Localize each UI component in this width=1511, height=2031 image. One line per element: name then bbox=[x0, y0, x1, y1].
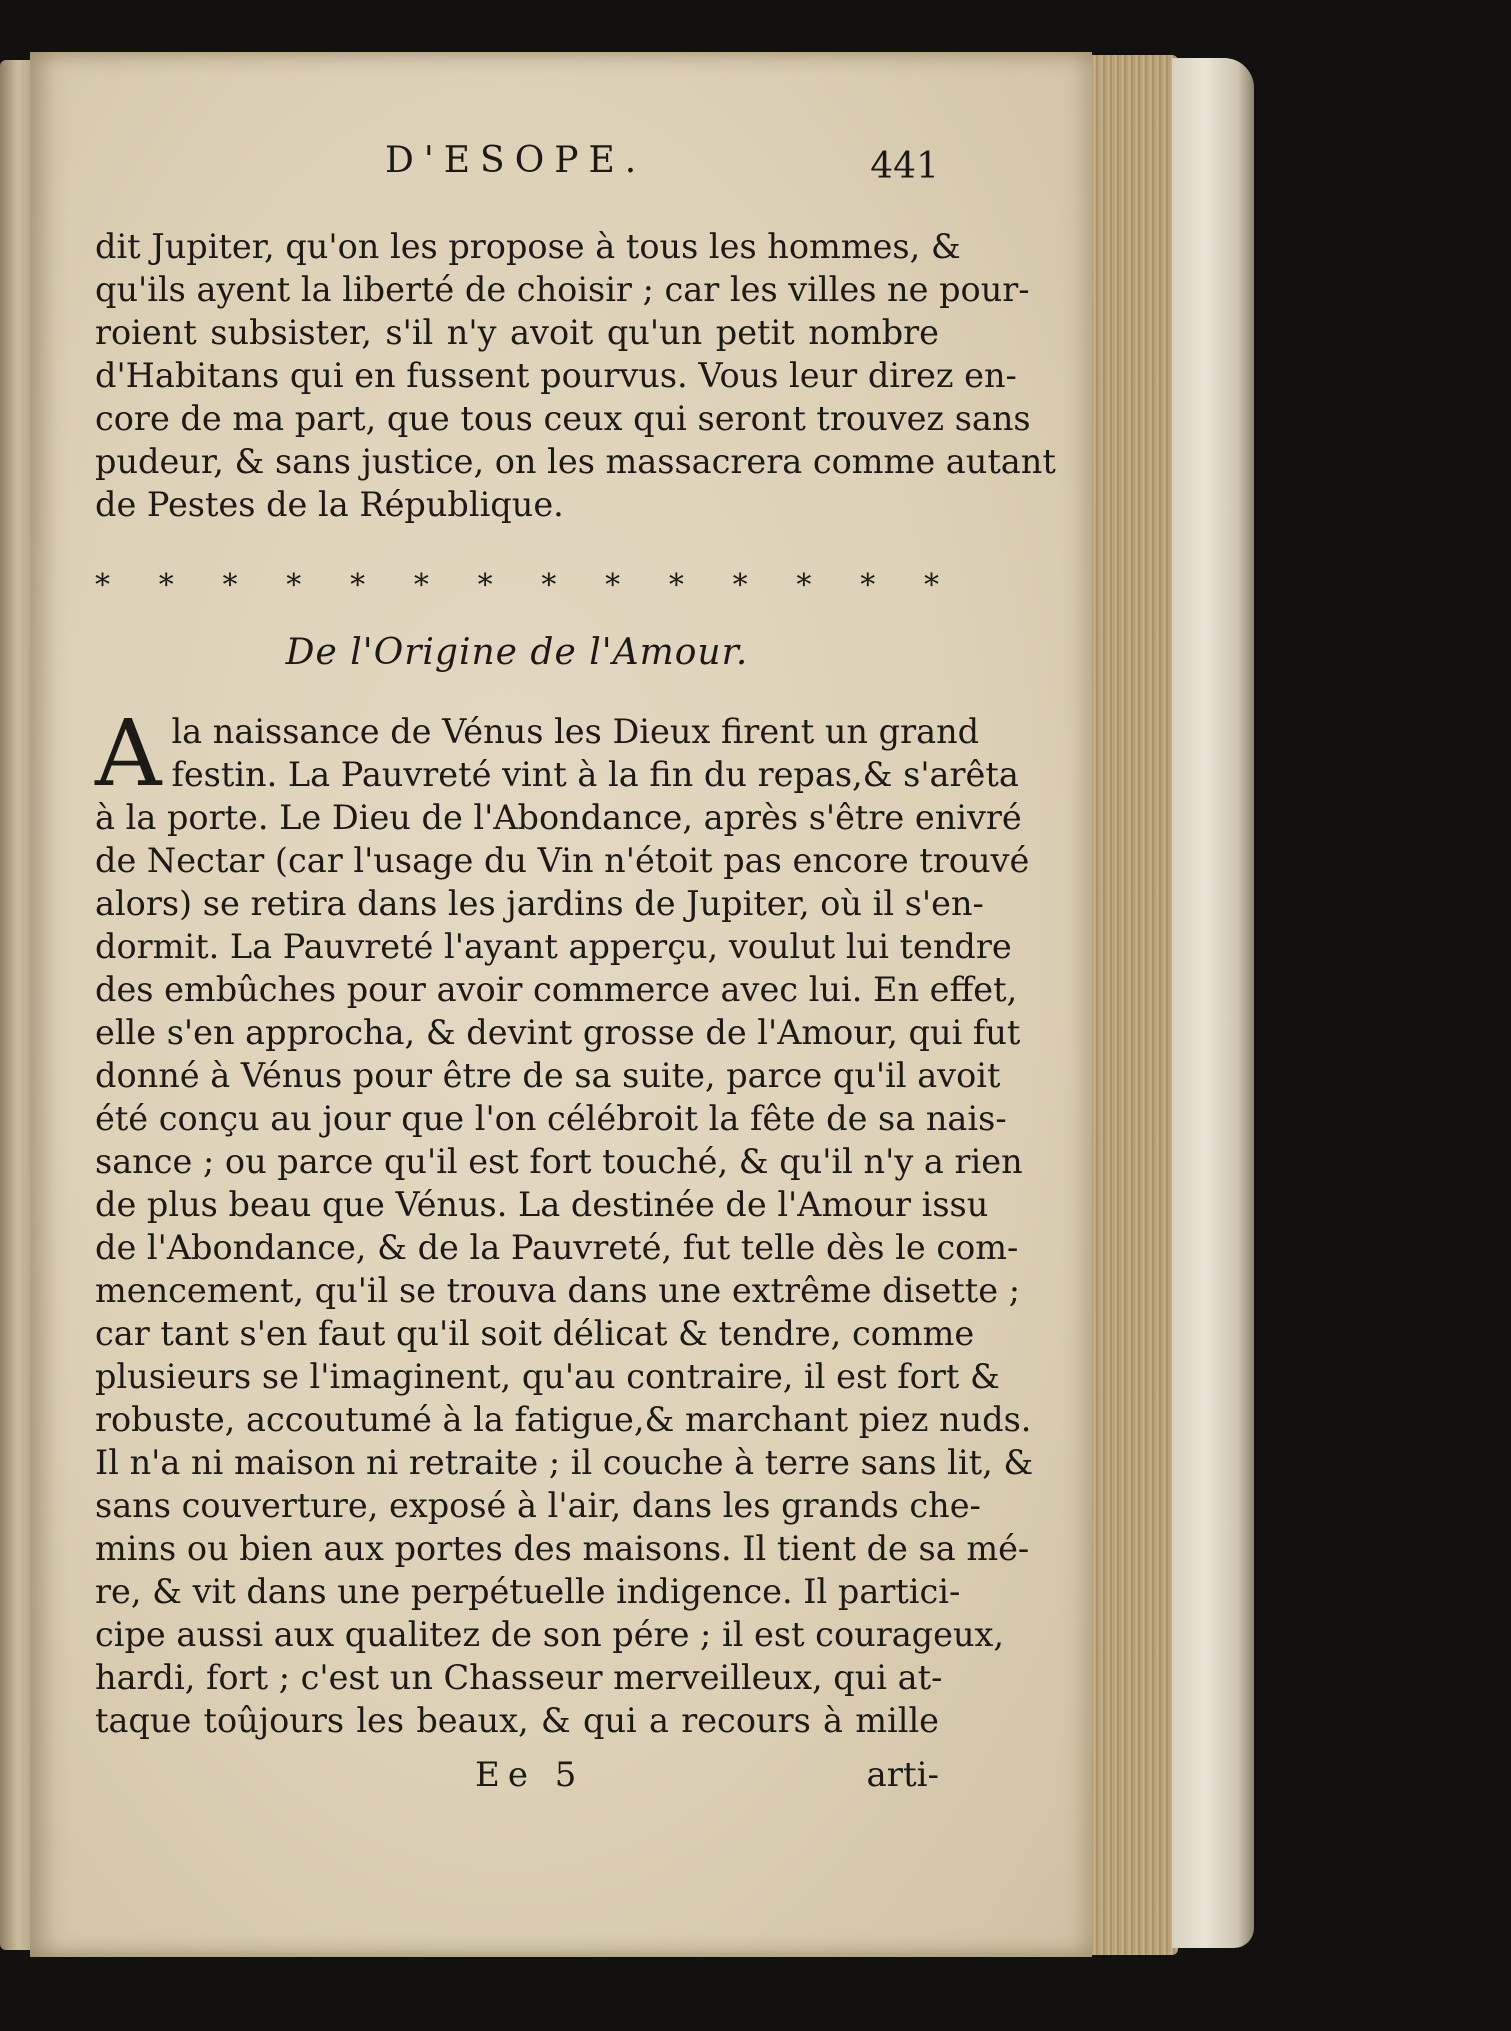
star-separator bbox=[95, 568, 939, 603]
running-title: D'ESOPE. bbox=[385, 140, 647, 181]
page-edges bbox=[1092, 55, 1178, 1955]
star-ornament: * bbox=[477, 568, 493, 603]
text-line: de plus beau que Vénus. La destinée de l'Amour issu bbox=[95, 1185, 989, 1224]
text-line: de Nectar (car l'usage du Vin n'étoit pas encore trouvé bbox=[95, 841, 1030, 880]
text-line: dormit. La Pauvreté l'ayant apperçu, voulut lui tendre bbox=[95, 927, 1012, 966]
star-ornament: * bbox=[860, 568, 876, 603]
vellum-cover bbox=[1172, 58, 1254, 1948]
text-line: robuste, accoutumé à la fatigue,& marchant piez nuds. bbox=[95, 1400, 1032, 1439]
text-line: mencement, qu'il se trouva dans une extrême disette ; bbox=[95, 1271, 1020, 1310]
text-line: à la porte. Le Dieu de l'Abondance, après s'être enivré bbox=[95, 798, 1022, 837]
star-ornament: * bbox=[923, 568, 939, 603]
text-line: sance ; ou parce qu'il est fort touché, & qu'il n'y a rien bbox=[95, 1142, 1023, 1181]
star-ornament: * bbox=[158, 568, 174, 603]
star-ornament: * bbox=[286, 568, 302, 603]
text-line: pudeur, & sans justice, on les massacrera comme autant bbox=[95, 442, 1056, 481]
star-ornament: * bbox=[95, 568, 110, 603]
star-ornament: * bbox=[732, 568, 748, 603]
catchword: arti- bbox=[866, 1755, 939, 1795]
text-line: alors) se retira dans les jardins de Jupiter, où il s'en- bbox=[95, 884, 984, 923]
text-line: sans couverture, exposé à l'air, dans les grands che- bbox=[95, 1486, 981, 1525]
text-line: elle s'en approcha, & devint grosse de l'Amour, qui fut bbox=[95, 1013, 1021, 1052]
text-line: d'Habitans qui en fussent pourvus. Vous leur direz en- bbox=[95, 356, 1017, 395]
text-line: core de ma part, que tous ceux qui seront trouvez sans bbox=[95, 399, 1031, 438]
page-number: 441 bbox=[870, 146, 939, 187]
text-line: des embûches pour avoir commerce avec lui. En effet, bbox=[95, 970, 1018, 1009]
paragraph-1 bbox=[95, 225, 1056, 526]
star-ornament: * bbox=[222, 568, 238, 603]
text-line: car tant s'en faut qu'il soit délicat & tendre, comme bbox=[95, 1314, 975, 1353]
text-line: taque toûjours les beaux, & qui a recours à mille bbox=[95, 1701, 939, 1740]
text-line: festin. La Pauvreté vint à la fin du repas,& s'arêta bbox=[171, 755, 1019, 794]
star-ornament: * bbox=[350, 568, 366, 603]
star-ornament: * bbox=[605, 568, 621, 603]
star-ornament: * bbox=[668, 568, 684, 603]
paragraph-2 bbox=[95, 700, 1034, 1742]
star-ornament: * bbox=[541, 568, 557, 603]
text-line: la naissance de Vénus les Dieux firent un grand bbox=[171, 712, 980, 751]
star-ornament: * bbox=[796, 568, 812, 603]
star-ornament: * bbox=[413, 568, 429, 603]
text-line: été conçu au jour que l'on célébroit la fête de sa nais- bbox=[95, 1099, 1007, 1138]
text-line: hardi, fort ; c'est un Chasseur merveilleux, qui at- bbox=[95, 1658, 943, 1697]
text-line: mins ou bien aux portes des maisons. Il tient de sa mé- bbox=[95, 1529, 1030, 1568]
running-head bbox=[95, 140, 939, 190]
text-line: de l'Abondance, & de la Pauvreté, fut telle dès le com- bbox=[95, 1228, 1019, 1267]
previous-page-edge bbox=[0, 60, 30, 1950]
page-footer bbox=[95, 1755, 939, 1800]
text-line: donné à Vénus pour être de sa suite, parce qu'il avoit bbox=[95, 1056, 1001, 1095]
text-line: qu'ils ayent la liberté de choisir ; car les villes ne pour- bbox=[95, 270, 1030, 309]
text-line: cipe aussi aux qualitez de son pére ; il est courageux, bbox=[95, 1615, 1005, 1654]
text-line: plusieurs se l'imaginent, qu'au contraire, il est fort & bbox=[95, 1357, 1000, 1396]
section-heading: De l'Origine de l'Amour. bbox=[285, 632, 749, 673]
drop-cap: A bbox=[95, 700, 162, 807]
text-line: de Pestes de la République. bbox=[95, 485, 564, 524]
text-line: roient subsister, s'il n'y avoit qu'un petit nombre bbox=[95, 313, 939, 352]
signature-mark: Ee 5 bbox=[475, 1755, 585, 1795]
text-line: dit Jupiter, qu'on les propose à tous les hommes, & bbox=[95, 227, 961, 266]
text-line: Il n'a ni maison ni retraite ; il couche à terre sans lit, & bbox=[95, 1443, 1034, 1482]
text-line: re, & vit dans une perpétuelle indigence. Il partici- bbox=[95, 1572, 961, 1611]
